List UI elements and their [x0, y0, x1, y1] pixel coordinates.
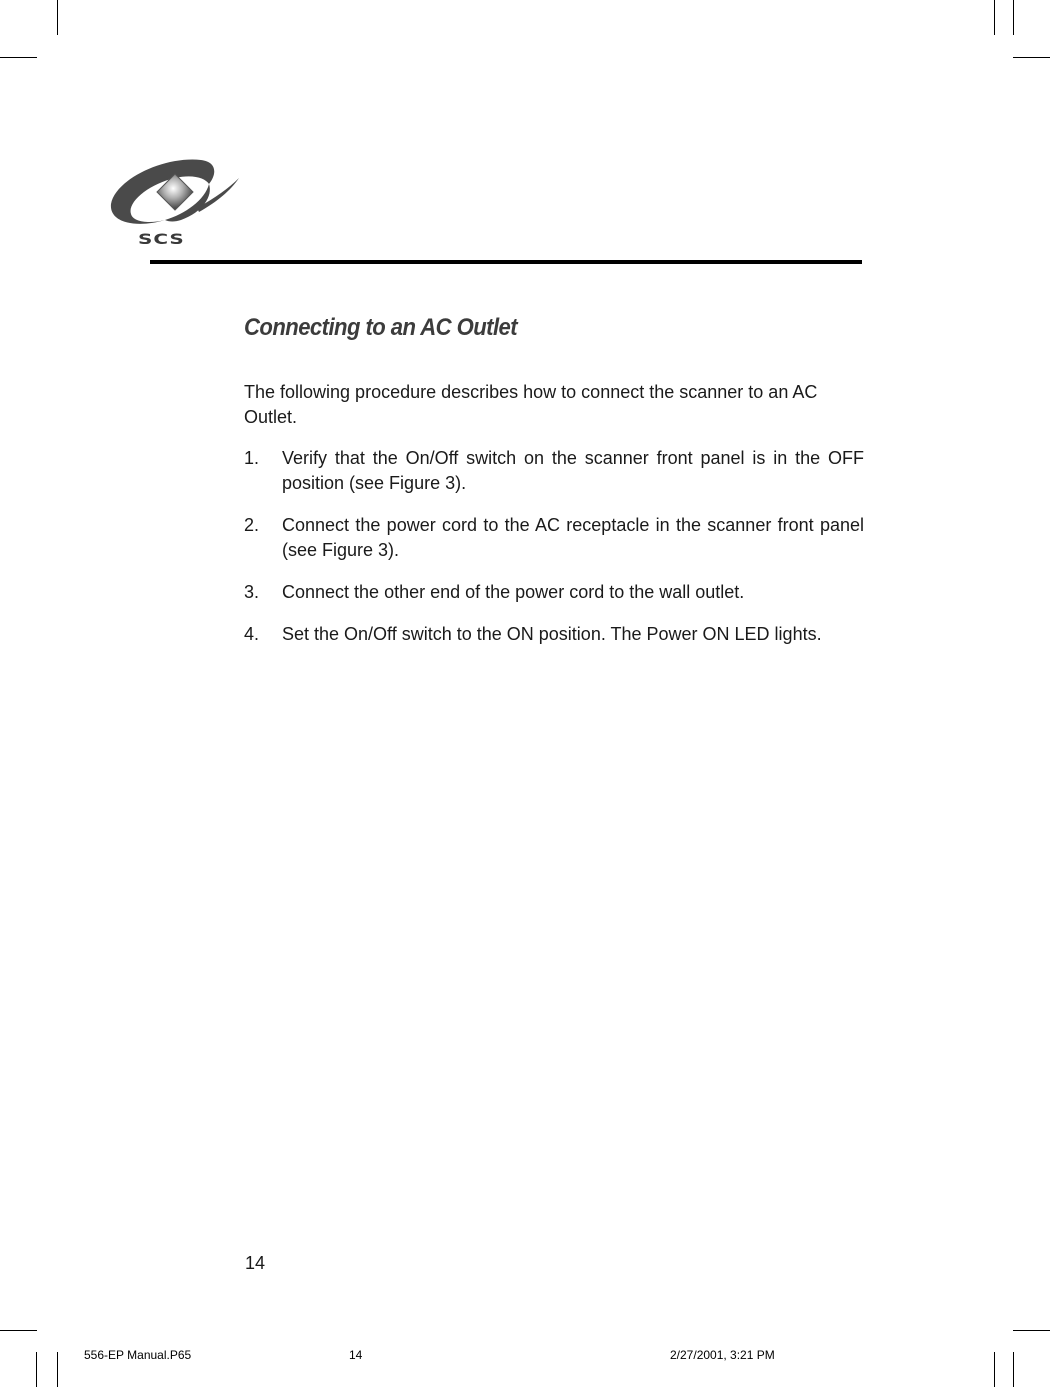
crop-mark [1013, 0, 1014, 35]
step-text: Verify that the On/Off switch on the scanner front panel is in the OFF position (see Figure 3). [282, 448, 864, 493]
footer-page-number: 14 [349, 1348, 363, 1362]
crop-mark [994, 1352, 995, 1387]
crop-mark [0, 1330, 37, 1331]
footer-timestamp: 2/27/2001, 3:21 PM [670, 1348, 775, 1362]
crop-mark [36, 1352, 37, 1387]
header-rule [150, 260, 862, 264]
svg-text:SCS: SCS [138, 231, 185, 249]
scs-logo [105, 152, 245, 250]
intro-paragraph: The following procedure describes how to connect the scanner to an AC Outlet. [244, 382, 818, 427]
step-number: 1. [244, 448, 260, 468]
footer-filename: 556-EP Manual.P65 [84, 1348, 192, 1362]
page-number: 14 [245, 1253, 266, 1273]
crop-mark [1013, 57, 1050, 58]
step-number: 3. [244, 582, 260, 602]
section-title: Connecting to an AC Outlet [244, 314, 518, 341]
step-number: 4. [244, 624, 260, 644]
crop-mark [57, 0, 58, 35]
step-item [244, 580, 864, 605]
crop-mark [1013, 1352, 1014, 1387]
step-text: Connect the other end of the power cord to the wall outlet. [282, 582, 745, 602]
step-text: Set the On/Off switch to the ON position. The Power ON LED lights. [282, 624, 822, 644]
step-item [244, 446, 864, 496]
procedure-steps [244, 446, 864, 664]
crop-mark [994, 0, 995, 35]
scs-logo-icon [105, 152, 245, 250]
step-text: Connect the power cord to the AC receptacle in the scanner front panel (see Figure 3). [282, 515, 864, 560]
step-item [244, 513, 864, 563]
step-item [244, 622, 864, 647]
crop-mark [1013, 1330, 1050, 1331]
step-number: 2. [244, 515, 260, 535]
crop-mark [0, 57, 37, 58]
crop-mark [57, 1352, 58, 1387]
